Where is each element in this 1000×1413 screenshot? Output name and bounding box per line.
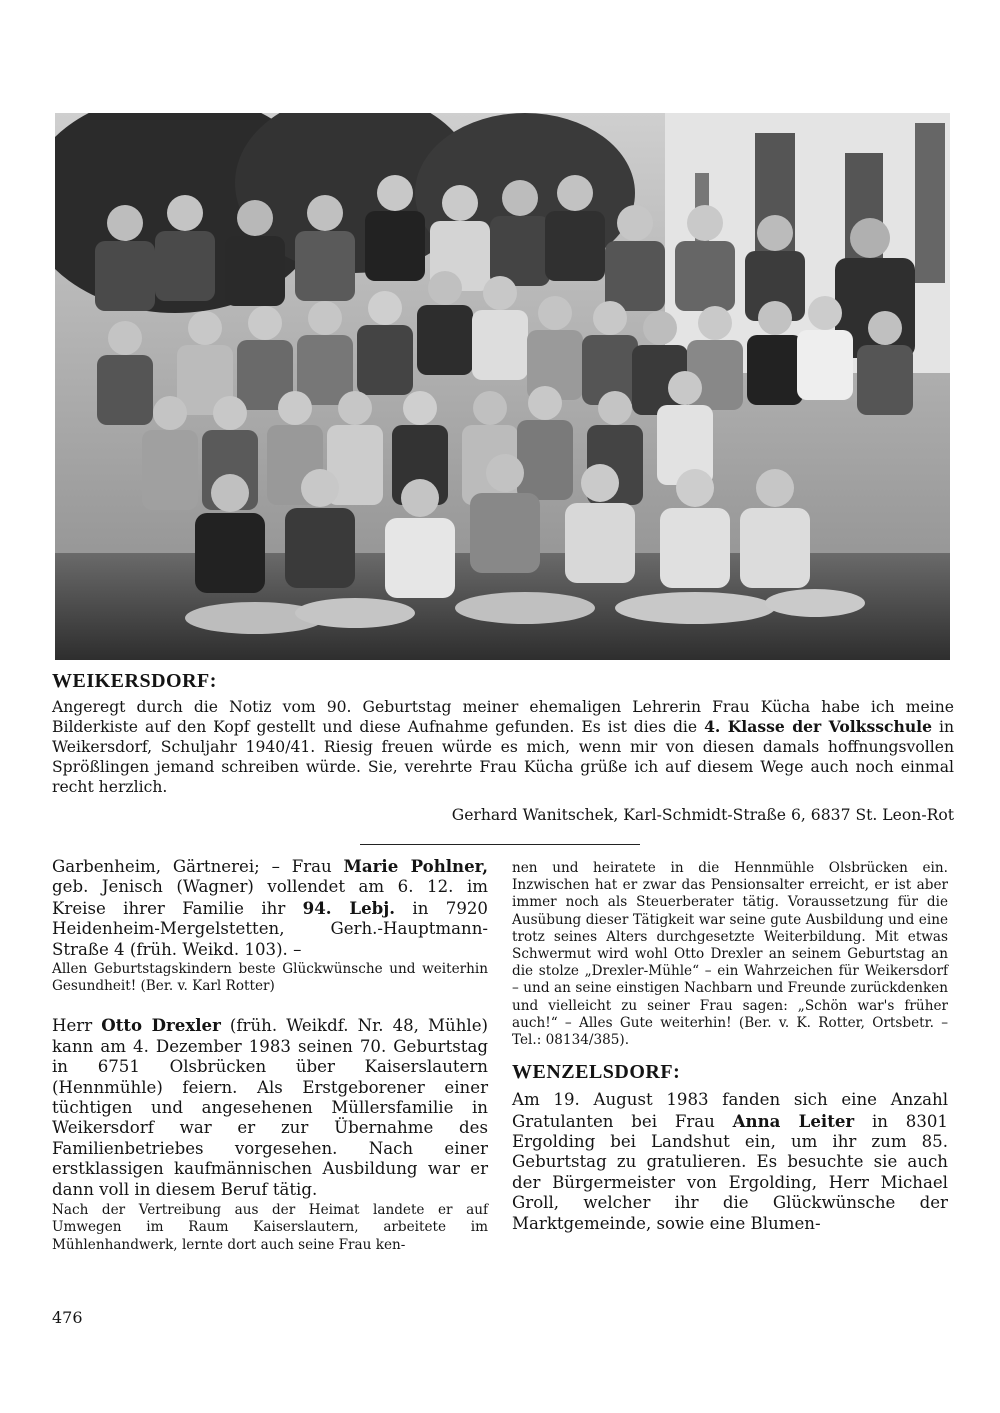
drexler-small-paragraph: Nach der Vertreibung aus der Heimat landete er auf Umwegen im Raum Kaiserslautern, arbeitete im Mühlenhandwerk, lernte dort auch seine Frau ken- <box>52 1202 488 1253</box>
text-part: in 7920 Heidenheim-Mergelstetten, Gerh.-Hauptmann-Straße 4 (früh. Weikd. 103). – <box>52 898 488 959</box>
left-column <box>52 856 488 1254</box>
page-number: 476 <box>52 1308 83 1327</box>
section-divider <box>360 844 640 845</box>
text-part: Herr <box>52 1016 102 1036</box>
wenzelsdorf-heading: WENZELSDORF: <box>512 1061 681 1084</box>
bold-age: 94. Lebj. <box>302 897 396 918</box>
text-part: Am 19. August 1983 fanden sich eine Anzahl Gratulanten bei Frau <box>512 1090 948 1131</box>
caption-text-part: in Weikersdorf, Schuljahr 1940/41. Riesig freuen würde es mich, wenn mir von diesen damals hoffnungsvollen Sprößlingen jemand schreiben würde. Sie, verehrte Frau Küchа grüße ich auf diesem Wege auch noch einmal recht herzlich. <box>52 718 954 796</box>
bold-name: Anna Leiter <box>732 1110 855 1131</box>
leiter-paragraph <box>512 1090 948 1234</box>
class-photo-icon <box>55 113 950 660</box>
text-part: in 8301 Ergolding bei Landshut ein, um ihr zum 85. Geburtstag zu gratulieren. Es besuchte sie auch der Bürgermeister von Ergolding, Herr Michael Groll, welcher ihr die Glückwünsche der Marktgemeinde, sowie eine Blumen- <box>512 1111 948 1233</box>
caption-bold-class: 4. Klasse der Volksschule <box>704 717 933 736</box>
pohlner-paragraph <box>52 856 488 960</box>
text-part: (früh. Weikdf. Nr. 48, Mühle) kann am 4. Dezember 1983 seinen 70. Geburtstag in 6751 Olsbrücken über Kaiserslautern (Hennmühle) feiern. Als Erstgeborener einer tüchtigen und angesehenen Müllersfamilie in Weikersdorf war er zur Übernahme des Familienbetriebes vorgesehen. Nach einer erstklassigen kaufmännischen Ausbildung war er dann voll in diesem Beruf tätig. <box>52 1016 488 1199</box>
right-column <box>512 860 948 1234</box>
wishes-paragraph: Allen Geburtstagskindern beste Glückwünsche und weiterhin Gesundheit! (Ber. v. Karl Rotter) <box>52 961 488 995</box>
text-part: Garbenheim, Gärtnerei; – Frau <box>52 857 344 876</box>
caption-signature: Gerhard Wanitschek, Karl-Schmidt-Straße 6, 6837 St. Leon-Rot <box>451 806 954 824</box>
caption-text-part: Angeregt durch die Notiz vom 90. Geburtstag meiner ehemaligen Lehrerin Frau Küchа habe ich meine Bilderkiste auf den Kopf gestellt und diese Aufnahme gefunden. Es ist dies die <box>52 698 954 736</box>
caption-heading: WEIKERSDORF: <box>52 670 217 692</box>
text-part: geb. Jenisch (Wagner) vollendet am 6. 12. im Kreise ihrer Familie ihr <box>52 877 488 918</box>
bold-name: Marie Pohlner, <box>343 856 488 876</box>
drexler-continued: nen und heiratete in die Hennmühle Olsbrücken ein. Inzwischen hat er zwar das Pensionsalter erreicht, er ist aber immer noch als Steuerberater tätig. Voraussetzung für die Ausübung dieser Tätigkeit war seine gute Ausbildung und eine trotz seines Alters durchgesetzte Weiterbildung. Mit etwas Schwermut wird wohl Otto Drexler an seinem Geburtstag an die stolze „Drexler-Mühle“ – ein Wahrzeichen für Weikersdorf – und an seine einstigen Nachbarn und Freunde zurückdenken und vielleicht zu seiner Frau sagen: „Schön war's früher auch!“ – Alles Gute weiterhin! (Ber. v. K. Rotter, Ortsbetr. – Tel.: 08134/385). <box>512 860 948 1049</box>
bold-name: Otto Drexler <box>101 1015 221 1036</box>
drexler-paragraph <box>52 1015 488 1200</box>
class-photo <box>55 113 950 660</box>
caption-text <box>52 697 954 797</box>
